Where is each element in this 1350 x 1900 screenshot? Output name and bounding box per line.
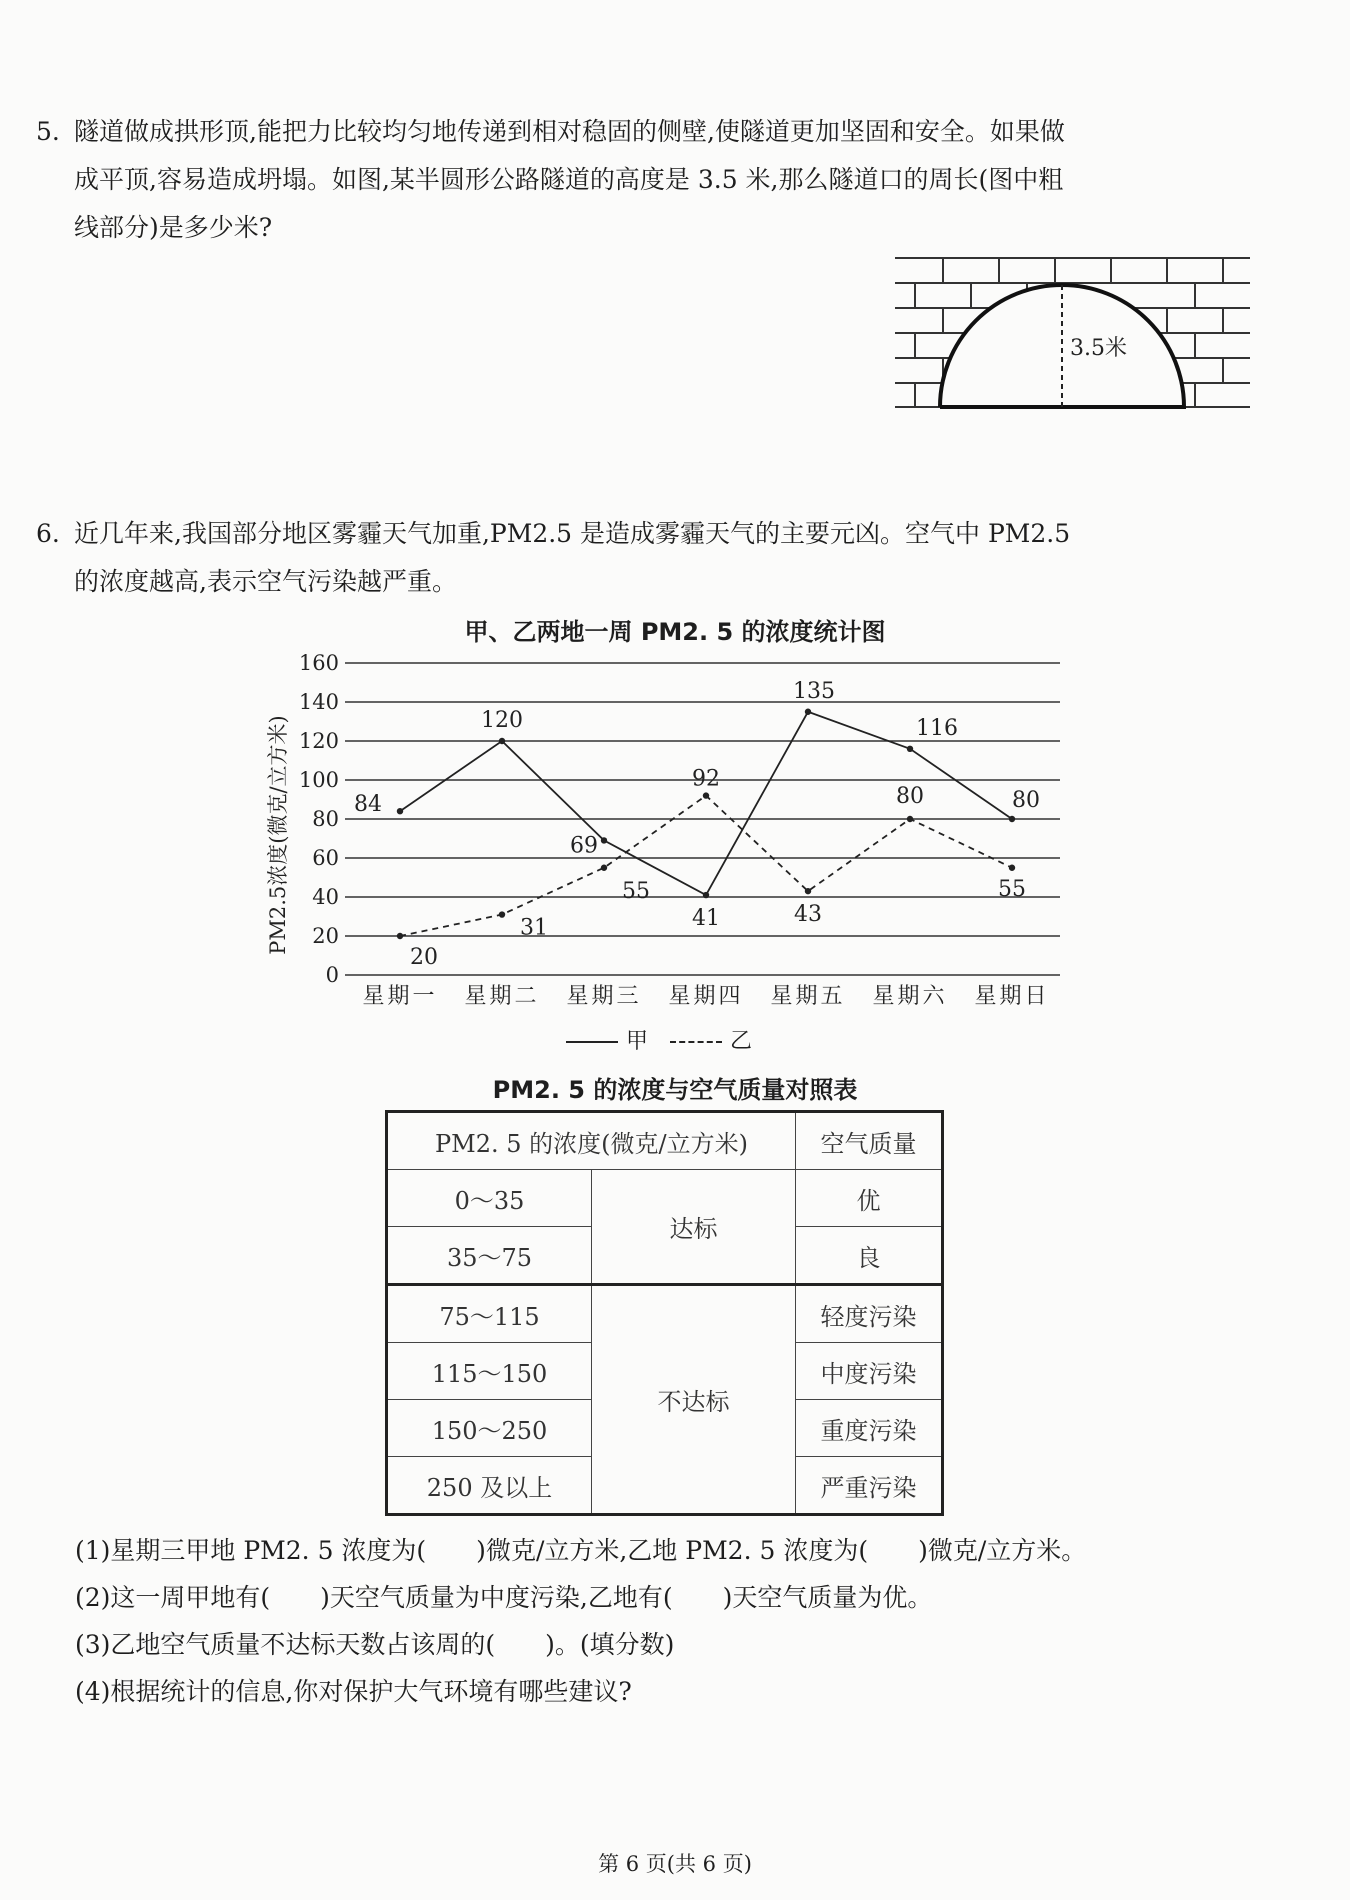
x-tick-label: 星期日: [974, 984, 1050, 1009]
table-row: [387, 1170, 943, 1227]
question-5: [36, 108, 1266, 252]
subquestion-3: (3)乙地空气质量不达标天数占该周的( )。(填分数): [75, 1630, 675, 1659]
data-point: [907, 816, 913, 822]
y-tick-label: 120: [298, 729, 339, 753]
y-tick-label: 100: [298, 768, 339, 792]
quality-cell: 轻度污染: [796, 1285, 943, 1343]
y-tick-label: 60: [312, 846, 339, 870]
quality-cell: 严重污染: [796, 1457, 943, 1515]
data-point: [499, 911, 505, 917]
question-number: 6.: [36, 519, 60, 548]
range-cell: 0～35: [387, 1170, 592, 1227]
y-tick-label: 40: [312, 885, 339, 909]
x-tick-label: 星期六: [872, 984, 948, 1009]
y-axis-label: PM2.5浓度(微克/立方米): [266, 715, 290, 955]
question-text-line: 成平顶,容易造成坍塌。如图,某半圆形公路隧道的高度是 3.5 米,那么隧道口的周长(图中粗: [74, 165, 1064, 194]
y-axis-ticks: [299, 651, 339, 987]
subquestion-1: (1)星期三甲地 PM2. 5 浓度为( )微克/立方米,乙地 PM2. 5 浓度为( )微克/立方米。: [75, 1536, 1087, 1565]
quality-cell: 良: [796, 1227, 943, 1285]
range-cell: 115～150: [387, 1343, 592, 1400]
data-point: [703, 892, 709, 898]
air-quality-table: [385, 1110, 944, 1516]
data-label: 80: [1012, 788, 1040, 813]
data-label: 135: [793, 678, 835, 704]
y-tick-label: 0: [325, 963, 339, 987]
data-point: [805, 888, 811, 894]
pm25-line-chart: [255, 650, 1075, 1020]
x-tick-label: 星期三: [566, 984, 642, 1009]
header-quality: 空气质量: [796, 1112, 943, 1170]
data-label: 55: [622, 878, 650, 904]
range-cell: 150～250: [387, 1400, 592, 1457]
question-number: 5.: [36, 117, 60, 146]
page-footer: 第 6 页(共 6 页): [598, 1852, 752, 1876]
table-title: PM2. 5 的浓度与空气质量对照表: [492, 1076, 858, 1104]
chart-legend: [566, 1024, 752, 1055]
quality-cell: 优: [796, 1170, 943, 1227]
y-tick-label: 80: [312, 807, 339, 831]
legend-swatch-solid: [566, 1041, 618, 1043]
data-label: 84: [354, 792, 382, 818]
y-tick-label: 20: [312, 924, 339, 948]
legend-label: 乙: [730, 1029, 753, 1054]
group-cell-fail: 不达标: [592, 1285, 796, 1515]
data-label: 41: [692, 906, 720, 932]
header-concentration: PM2. 5 的浓度(微克/立方米): [387, 1112, 796, 1170]
data-point: [601, 837, 607, 843]
x-tick-label: 星期四: [668, 984, 744, 1009]
data-label: 69: [570, 833, 598, 859]
x-tick-label: 星期一: [362, 984, 438, 1009]
question-6: [36, 510, 1266, 606]
data-point: [397, 933, 403, 939]
subquestion-2: (2)这一周甲地有( )天空气质量为中度污染,乙地有( )天空气质量为优。: [75, 1583, 933, 1612]
question-text-line: 的浓度越高,表示空气污染越严重。: [74, 567, 457, 596]
data-label: 20: [410, 945, 438, 970]
question-text-line: 隧道做成拱形顶,能把力比较均匀地传递到相对稳固的侧壁,使隧道更加坚固和安全。如果做: [74, 117, 1065, 146]
data-label: 92: [692, 766, 720, 792]
subquestion-4: (4)根据统计的信息,你对保护大气环境有哪些建议?: [75, 1677, 632, 1706]
question-text-line: 近几年来,我国部分地区雾霾天气加重,PM2.5 是造成雾霾天气的主要元凶。空气中 PM2.5: [74, 519, 1071, 548]
chart-title: 甲、乙两地一周 PM2. 5 的浓度统计图: [464, 618, 886, 646]
data-point: [499, 738, 505, 744]
height-label: 3.5米: [1070, 336, 1127, 361]
data-label: 55: [998, 876, 1026, 902]
table-header-row: [387, 1112, 943, 1170]
tunnel-figure: [895, 255, 1250, 410]
quality-cell: 中度污染: [796, 1343, 943, 1400]
x-axis-ticks: [362, 984, 1049, 1009]
data-point: [805, 709, 811, 715]
data-point: [703, 792, 709, 798]
data-point: [907, 746, 913, 752]
range-cell: 250 及以上: [387, 1457, 592, 1515]
y-tick-label: 140: [298, 690, 339, 714]
y-tick-label: 160: [298, 651, 339, 675]
range-cell: 75～115: [387, 1285, 592, 1343]
data-point: [601, 865, 607, 871]
data-point: [1009, 816, 1015, 822]
data-label: 120: [481, 708, 523, 733]
data-label: 80: [896, 784, 924, 809]
range-cell: 35～75: [387, 1227, 592, 1285]
data-label: 43: [794, 902, 822, 928]
quality-cell: 重度污染: [796, 1400, 943, 1457]
x-tick-label: 星期二: [464, 984, 540, 1009]
data-point: [397, 808, 403, 814]
chart-series: [354, 679, 1040, 970]
group-cell-meet: 达标: [592, 1170, 796, 1285]
data-point: [1009, 865, 1015, 871]
data-label: 116: [916, 715, 958, 741]
legend-label: 甲: [626, 1029, 649, 1054]
x-tick-label: 星期五: [770, 984, 846, 1009]
question-text-line: 线部分)是多少米?: [74, 213, 273, 242]
table-row: [387, 1285, 943, 1343]
data-label: 31: [520, 915, 548, 941]
legend-swatch-dashed: [670, 1041, 722, 1043]
